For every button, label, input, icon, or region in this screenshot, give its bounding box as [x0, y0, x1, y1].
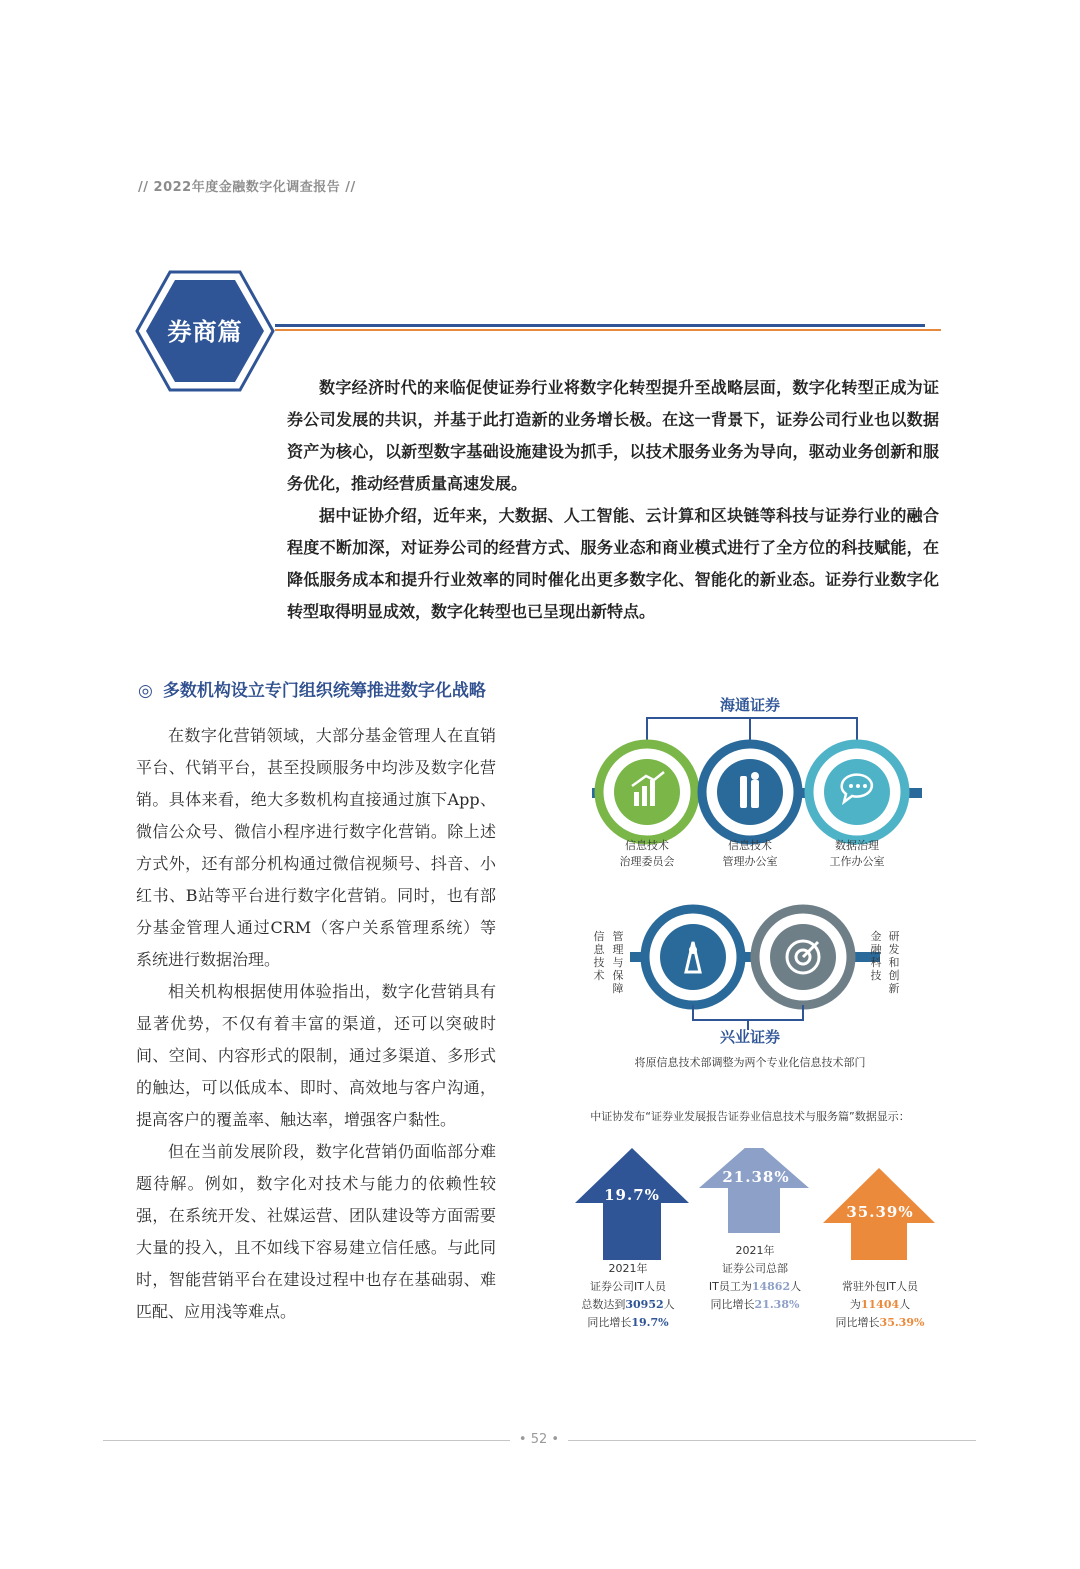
- stat-caption-line: 证券公司IT人员: [590, 1280, 666, 1293]
- stat-caption-line: [563, 1296, 693, 1314]
- stat-caption-text: 人: [790, 1280, 802, 1293]
- stat-caption-line: [815, 1314, 945, 1332]
- vertical-label-fintech: 金融科技: [870, 930, 882, 982]
- body-text: [136, 720, 496, 1328]
- section-rule-orange: [275, 329, 941, 331]
- unit-label-data-governance: [807, 838, 907, 870]
- stat-caption-text: 同比增长: [710, 1298, 755, 1311]
- stat-arrow-1: [575, 1148, 689, 1260]
- subsection-title: 多数机构设立专门组织统筹推进数字化战略: [162, 681, 486, 701]
- stat-caption-line: 证券公司总部: [722, 1262, 788, 1275]
- intro-text: [287, 372, 939, 628]
- stat-arrow-2: [699, 1148, 809, 1233]
- unit-ring-it-support: [645, 909, 741, 1005]
- unit-label-line: 工作办公室: [829, 855, 885, 868]
- footer-rule-left: [103, 1440, 510, 1441]
- footer-rule-right: [568, 1440, 976, 1441]
- stat-caption-line: [690, 1278, 820, 1296]
- section-title: 券商篇: [167, 318, 243, 346]
- stat-caption-1: [563, 1260, 693, 1332]
- stat-value-1: 19.7%: [604, 1186, 660, 1204]
- body-paragraph: 在数字化营销领域，大部分基金管理人在直销平台、代销平台，甚至投顾服务中均涉及数字化营销。具体来看，绝大多数机构直接通过旗下App、微信公众号、微信小程序进行数字化营销。除上述方式外，还有部分机构通过微信视频号、抖音、小红书、B站等平台进行数字化营销。同时，也有部分基金管理人通过CRM（客户关系管理系统）等系统进行数据治理。: [136, 726, 496, 969]
- stat-caption-text: 同比增长: [587, 1316, 632, 1329]
- vertical-label-it: 信息技术: [593, 930, 605, 982]
- bottom-org-label: 兴业证券: [719, 1028, 780, 1046]
- org-diagram: [560, 680, 960, 1100]
- stat-caption-text: 为: [849, 1298, 861, 1311]
- intro-paragraph: 据中证协介绍，近年来，大数据、人工智能、云计算和区块链等科技与证券行业的融合程度不断加深，对证券公司的经营方式、服务业态和商业模式进行了全方位的科技赋能，在降低服务成本和提升行业效率的同时催化出更多数字化、智能化的新业态。证券行业数字化转型取得明显成效，数字化转型也已呈现出新特点。: [287, 506, 939, 621]
- stat-caption-text: 人: [899, 1298, 911, 1311]
- stat-caption-number: 30952: [625, 1298, 664, 1311]
- stat-caption-line: 2021年: [608, 1262, 648, 1275]
- intro-paragraph: 数字经济时代的来临促使证券行业将数字化转型提升至战略层面，数字化转型正成为证券公司发展的共识，并基于此打造新的业务增长极。在这一背景下，证券公司行业也以数据资产为核心，以新型数字基础设施建设为抓手，以技术服务业务为导向，驱动业务创新和服务优化，推动经营质量高速发展。: [287, 378, 939, 493]
- stat-value-3: 35.39%: [846, 1203, 914, 1221]
- top-org-label: 海通证券: [719, 696, 780, 714]
- stat-caption-line: [815, 1296, 945, 1314]
- unit-label-line: 管理办公室: [722, 855, 778, 868]
- unit-ring-fintech: [755, 909, 851, 1005]
- unit-label-management: [700, 838, 800, 870]
- unit-ring-data-governance: [809, 744, 905, 840]
- section-rule-blue: [275, 324, 925, 327]
- stat-caption-text: 人: [663, 1298, 675, 1311]
- subsection-heading: [138, 676, 486, 701]
- stat-caption-number: 14862: [751, 1280, 791, 1293]
- stat-caption-2: [690, 1242, 820, 1314]
- diagram-caption: 将原信息技术部调整为两个专业化信息技术部门: [634, 1056, 866, 1069]
- stat-caption-number: 21.38%: [754, 1298, 800, 1311]
- stat-caption-3: [815, 1278, 945, 1332]
- body-paragraph: 但在当前发展阶段，数字化营销仍面临部分难题待解。例如，数字化对技术与能力的依赖性较强，在系统开发、社媒运营、团队建设等方面需要大量的投入，且不如线下容易建立信任感。与此同时，智能营销平台在建设过程中也存在基础弱、难匹配、应用浅等难点。: [136, 1142, 496, 1321]
- unit-ring-governance: [599, 744, 695, 840]
- body-paragraph: 相关机构根据使用体验指出，数字化营销具有显著优势，不仅有着丰富的渠道，还可以突破时间、空间、内容形式的限制，通过多渠道、多形式的触达，可以低成本、即时、高效地与客户沟通，提高客户的覆盖率、触达率，增强客户黏性。: [136, 982, 496, 1129]
- stat-caption-text: IT员工为: [708, 1280, 752, 1293]
- stat-caption-number: 19.7%: [631, 1316, 669, 1329]
- running-header: // 2022年度金融数字化调查报告 //: [138, 180, 356, 195]
- vertical-label-rnd: 研发和创新: [888, 930, 900, 995]
- stat-caption-line: [563, 1314, 693, 1332]
- unit-label-line: 信息技术: [728, 839, 772, 852]
- stat-caption-text: 总数达到: [581, 1298, 626, 1311]
- stat-caption-number: 35.39%: [879, 1316, 925, 1329]
- stat-caption-number: 11404: [860, 1298, 900, 1311]
- stat-value-2: 21.38%: [722, 1168, 790, 1186]
- stat-caption-text: 同比增长: [835, 1316, 880, 1329]
- stat-caption-line: [690, 1296, 820, 1314]
- stat-caption-line: 2021年: [735, 1244, 775, 1257]
- unit-label-line: 信息技术: [625, 839, 669, 852]
- bullet-ring-icon: ◎: [138, 681, 153, 701]
- stats-source: 中证协发布“证券业发展报告证券业信息技术与服务篇”数据显示：: [590, 1110, 910, 1123]
- stat-caption-line: 常驻外包IT人员: [842, 1280, 918, 1293]
- unit-label-governance: [597, 838, 697, 870]
- unit-ring-management: [702, 744, 798, 840]
- page-number: • 52 •: [518, 1432, 560, 1447]
- vertical-label-support: 管理与保障: [612, 930, 624, 995]
- unit-label-line: 数据治理: [835, 839, 879, 852]
- unit-label-line: 治理委员会: [619, 855, 675, 868]
